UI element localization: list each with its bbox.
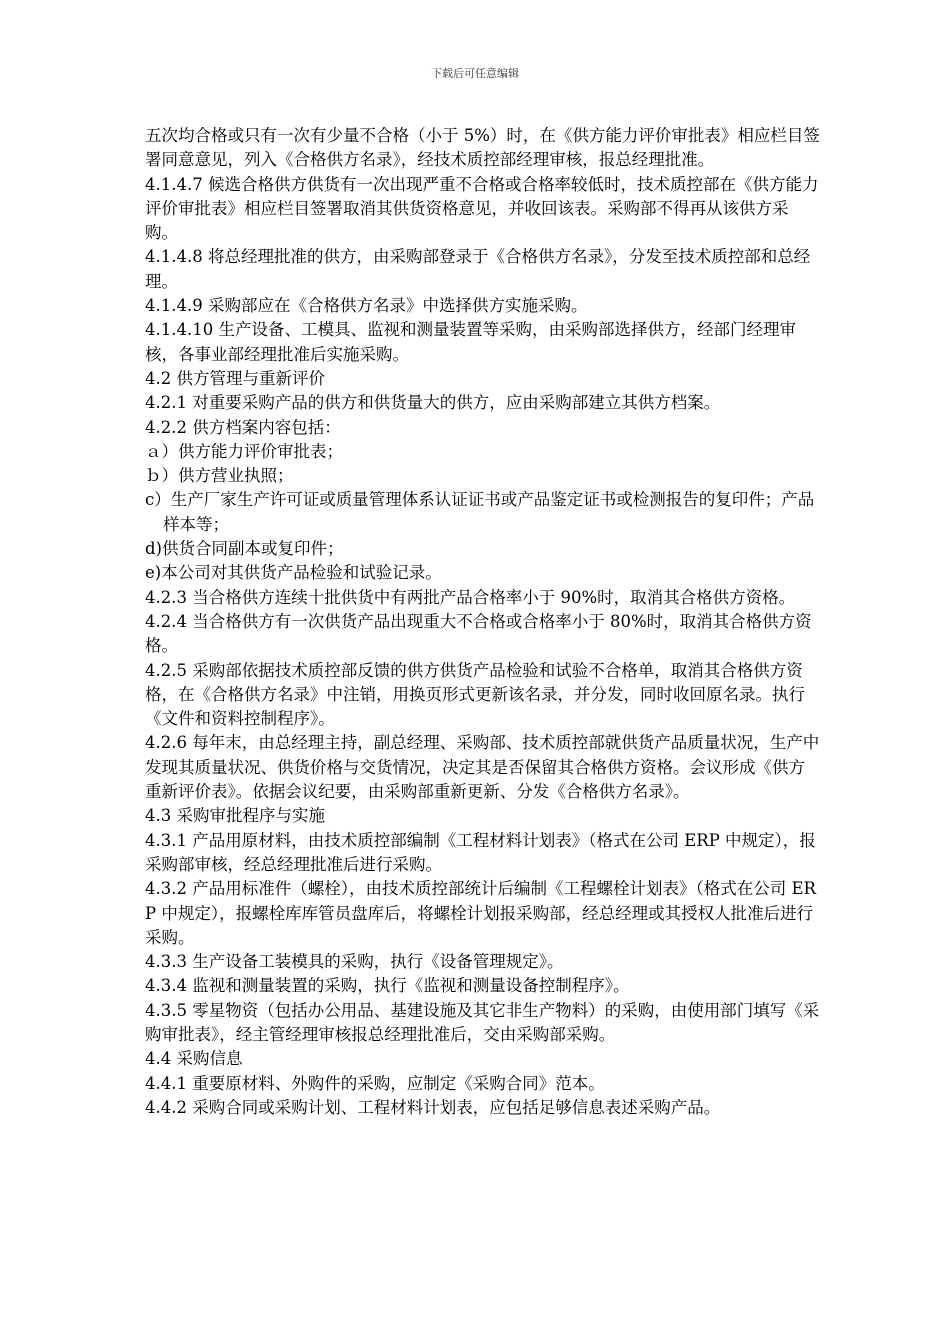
section-heading: 4.2 供方管理与重新评价 xyxy=(145,368,325,388)
document-body xyxy=(145,124,820,1120)
paragraph: 五次均合格或只有一次有少量不合格（小于 5%）时，在《供方能力评价审批表》相应栏目签署同意意见，列入《合格供方名录》，经技术质控部经理审核，报总经理批准。 xyxy=(145,126,820,170)
list-item: c）生产厂家生产许可证或质量管理体系认证证书或产品鉴定证书或检测报告的复印件；产品样本等； xyxy=(145,490,815,534)
list-item: e)本公司对其供货产品检验和试验记录。 xyxy=(145,563,442,583)
paragraph: 4.2.2 供方档案内容包括： xyxy=(145,417,341,437)
list-item: ｂ）供方营业执照； xyxy=(145,466,294,486)
section-heading: 4.3 采购审批程序与实施 xyxy=(145,806,325,826)
paragraph: 4.3.4 监视和测量装置的采购，执行《监视和测量设备控制程序》。 xyxy=(145,976,630,996)
paragraph: 4.1.4.8 将总经理批准的供方，由采购部登录于《合格供方名录》，分发至技术质控部和总经理。 xyxy=(145,247,811,291)
paragraph: 4.2.1 对重要采购产品的供方和供货量大的供方，应由采购部建立其供方档案。 xyxy=(145,393,721,413)
paragraph: 4.2.5 采购部依据技术质控部反馈的供方供货产品检验和试验不合格单，取消其合格供方资格，在《合格供方名录》中注销，用换页形式更新该名录，并分发，同时收回原名录。执行《文件和资料控制程序》。 xyxy=(145,660,805,729)
paragraph: 4.3.2 产品用标准件（螺栓），由技术质控部统计后编制《工程螺栓计划表》（格式在公司 ERP 中规定），报螺栓库库管员盘库后，将螺栓计划报采购部，经总经理或其授权人批准后进行采购。 xyxy=(145,879,816,947)
section-heading: 4.4 采购信息 xyxy=(145,1049,243,1069)
paragraph: 4.4.1 重要原材料、外购件的采购，应制定《采购合同》范本。 xyxy=(145,1073,605,1093)
paragraph: 4.3.1 产品用原材料，由技术质控部编制《工程材料计划表》（格式在公司 ERP 中规定），报采购部审核，经总经理批准后进行采购。 xyxy=(145,830,816,874)
page-header: 下载后可任意编辑 xyxy=(431,67,519,80)
paragraph: 4.4.2 采购合同或采购计划、工程材料计划表，应包括足够信息表述采购产品。 xyxy=(145,1097,721,1117)
paragraph: 4.3.3 生产设备工装模具的采购，执行《设备管理规定》。 xyxy=(145,952,564,972)
paragraph: 4.2.4 当合格供方有一次供货产品出现重大不合格或合格率小于 80%时，取消其合格供方资格。 xyxy=(145,611,812,656)
paragraph: 4.2.3 当合格供方连续十批供货中有两批产品合格率小于 90%时，取消其合格供方资格。 xyxy=(145,587,796,607)
paragraph: 4.1.4.9 采购部应在《合格供方名录》中选择供方实施采购。 xyxy=(145,296,588,316)
list-item: ａ）供方能力评价审批表； xyxy=(145,441,343,461)
paragraph: 4.1.4.7 候选合格供方供货有一次出现严重不合格或合格率较低时，技术质控部在《供方能力评价审批表》相应栏目签署取消其供货资格意见，并收回该表。采购部不得再从该供方采购。 xyxy=(145,174,819,243)
paragraph: 4.2.6 每年末，由总经理主持，副总经理、采购部、技术质控部就供货产品质量状况，生产中发现其质量状况、供货价格与交货情况，决定其是否保留其合格供方资格。会议形成《供方重新评价表》。依据会议纪要，由采购部重新更新、分发《合格供方名录》。 xyxy=(145,733,820,802)
paragraph: 4.3.5 零星物资（包括办公用品、基建设施及其它非生产物料）的采购，由使用部门填写《采购审批表》，经主管经理审核报总经理批准后，交由采购部采购。 xyxy=(145,1000,820,1044)
paragraph: 4.1.4.10 生产设备、工模具、监视和测量装置等采购，由采购部选择供方，经部门经理审核，各事业部经理批准后实施采购。 xyxy=(145,320,796,364)
list-item: d)供货合同副本或复印件； xyxy=(145,539,344,559)
